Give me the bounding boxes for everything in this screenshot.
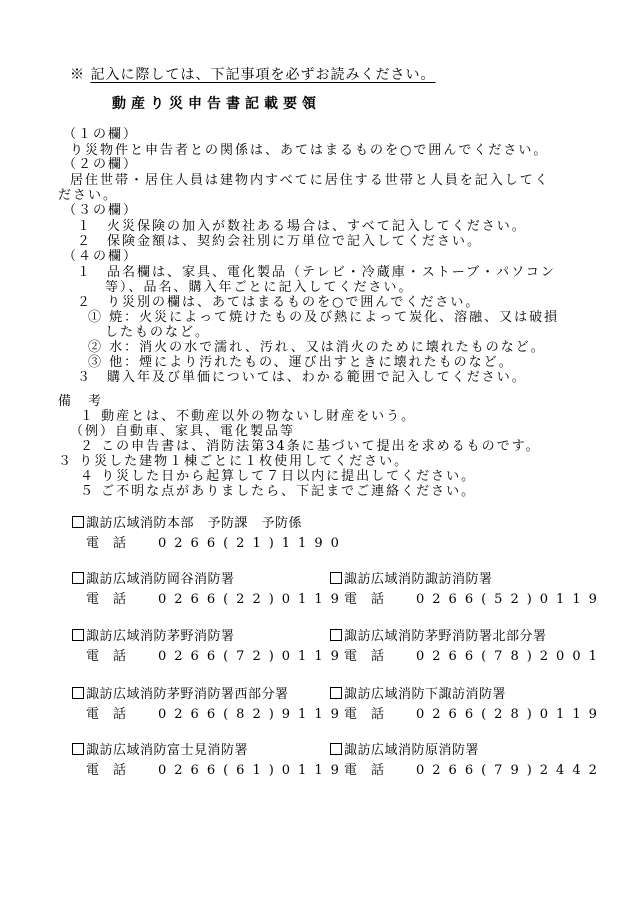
phone-label: 電話 xyxy=(86,763,141,778)
checkbox-icon[interactable] xyxy=(72,743,84,755)
phone-label: 電話 xyxy=(86,707,141,722)
contact-entry xyxy=(72,743,347,779)
section-1-heading: （１の欄） xyxy=(63,127,139,142)
phone-label: 電話 xyxy=(86,592,141,607)
page-title: 動産り災申告書記載要領 xyxy=(112,96,321,112)
remark-2: ２ この申告書は、消防法第34条に基づいて提出を求めるものです。 xyxy=(80,439,541,454)
contact-phone: 0266(22)0119 xyxy=(158,592,347,607)
phone-label: 電話 xyxy=(344,763,399,778)
remark-1: １ 動産とは、不動産以外の物ないし財産をいう。 xyxy=(80,409,417,424)
contact-entry xyxy=(330,572,605,608)
remark-3: ３ り災した建物１棟ごとに１枚使用してください。 xyxy=(58,454,410,469)
notice xyxy=(70,68,435,82)
contact-phone: 0266(52)0119 xyxy=(416,592,605,607)
phone-label: 電話 xyxy=(86,536,141,551)
contact-entry xyxy=(330,743,605,779)
notice-mark: ※ xyxy=(70,67,85,83)
section-2-text: 居住世帯・居住人員は建物内すべてに居住する世帯と人員を記入してく xyxy=(70,173,550,188)
section-4-item-2: ２ り災別の欄は、あてはまるものを○で囲んでください。 xyxy=(77,295,481,310)
checkbox-icon[interactable] xyxy=(72,687,84,699)
section-3-item-1: １ 火災保険の加入が数社ある場合は、すべて記入してください。 xyxy=(77,219,527,234)
contact-entry xyxy=(72,516,347,552)
contact-entry xyxy=(72,687,347,723)
contact-name: 諏訪広域消防茅野消防署 xyxy=(86,629,235,644)
checkbox-icon[interactable] xyxy=(72,629,84,641)
contact-entry xyxy=(330,687,605,723)
contact-entry xyxy=(72,629,347,665)
checkbox-icon[interactable] xyxy=(330,743,342,755)
remarks-heading: 備 考 xyxy=(58,394,104,409)
checkbox-icon[interactable] xyxy=(72,516,84,528)
section-2-text-cont: ださい。 xyxy=(58,188,119,203)
contact-name: 諏訪広域消防下諏訪消防署 xyxy=(344,687,507,702)
section-4-item-1: １ 品名欄は、家具、電化製品（テレビ・冷蔵庫・ストーブ・パソコン xyxy=(77,265,556,280)
section-4-sub-2: ② 水：消火の水で濡れ、汚れ、又は消火のために壊れたものなど。 xyxy=(88,340,546,355)
contact-name: 諏訪広域消防茅野消防署西部分署 xyxy=(86,687,289,702)
contact-phone: 0266(82)9119 xyxy=(158,707,347,722)
section-4-sub-1: ① 焼：火災によって焼けたもの及び熱によって炭化、溶融、又は破損 xyxy=(88,310,560,325)
section-4-heading: （４の欄） xyxy=(63,249,139,264)
phone-label: 電話 xyxy=(344,592,399,607)
remark-1-example: （例）自動車、家具、電化製品等 xyxy=(70,424,296,439)
contact-name: 諏訪広域消防富士見消防署 xyxy=(86,743,249,758)
checkbox-icon[interactable] xyxy=(330,572,342,584)
phone-label: 電話 xyxy=(344,707,399,722)
checkbox-icon[interactable] xyxy=(72,572,84,584)
contact-name: 諏訪広域消防岡谷消防署 xyxy=(86,572,235,587)
section-4-sub-1-cont: したものなど。 xyxy=(105,325,211,340)
remark-4: ４ り災した日から起算して７日以内に提出してください。 xyxy=(80,469,477,484)
contact-entry xyxy=(72,572,347,608)
contact-phone: 0266(28)0119 xyxy=(416,707,605,722)
contact-phone: 0266(79)2442 xyxy=(416,763,605,778)
contact-entry xyxy=(330,629,605,665)
contact-name: 諏訪広域消防原消防署 xyxy=(344,743,480,758)
section-3-heading: （３の欄） xyxy=(63,203,139,218)
section-4-item-3: ３ 購入年及び単価については、わかる範囲で記入してください。 xyxy=(77,370,527,385)
phone-label: 電話 xyxy=(344,649,399,664)
contact-name: 諏訪広域消防本部 予防課 予防係 xyxy=(86,516,303,531)
phone-label: 電話 xyxy=(86,649,141,664)
contact-name: 諏訪広域消防茅野消防署北部分署 xyxy=(344,629,547,644)
contact-phone: 0266(21)1190 xyxy=(158,536,347,551)
section-2-heading: （２の欄） xyxy=(63,157,139,172)
section-1-text: り災物件と申告者との関係は、あてはまるものを○で囲んでください。 xyxy=(70,143,549,158)
contact-phone: 0266(61)0119 xyxy=(158,763,347,778)
checkbox-icon[interactable] xyxy=(330,629,342,641)
checkbox-icon[interactable] xyxy=(330,687,342,699)
section-4-item-1-cont: 等）、品名、購入年ごとに記入してください。 xyxy=(105,280,414,295)
contact-phone: 0266(72)0119 xyxy=(158,649,347,664)
section-3-item-2: ２ 保険金額は、契約会社別に万単位で記入してください。 xyxy=(77,234,483,249)
remark-5: ５ ご不明な点がありましたら、下記までご連絡ください。 xyxy=(80,484,477,499)
contact-phone: 0266(78)2001 xyxy=(416,649,605,664)
section-4-sub-3: ③ 他：煙により汚れたもの、運び出すときに壊れたものなど。 xyxy=(88,355,514,370)
notice-text: 記入に際しては、下記事項を必ずお読みください。 xyxy=(90,67,436,83)
contact-name: 諏訪広域消防諏訪消防署 xyxy=(344,572,493,587)
